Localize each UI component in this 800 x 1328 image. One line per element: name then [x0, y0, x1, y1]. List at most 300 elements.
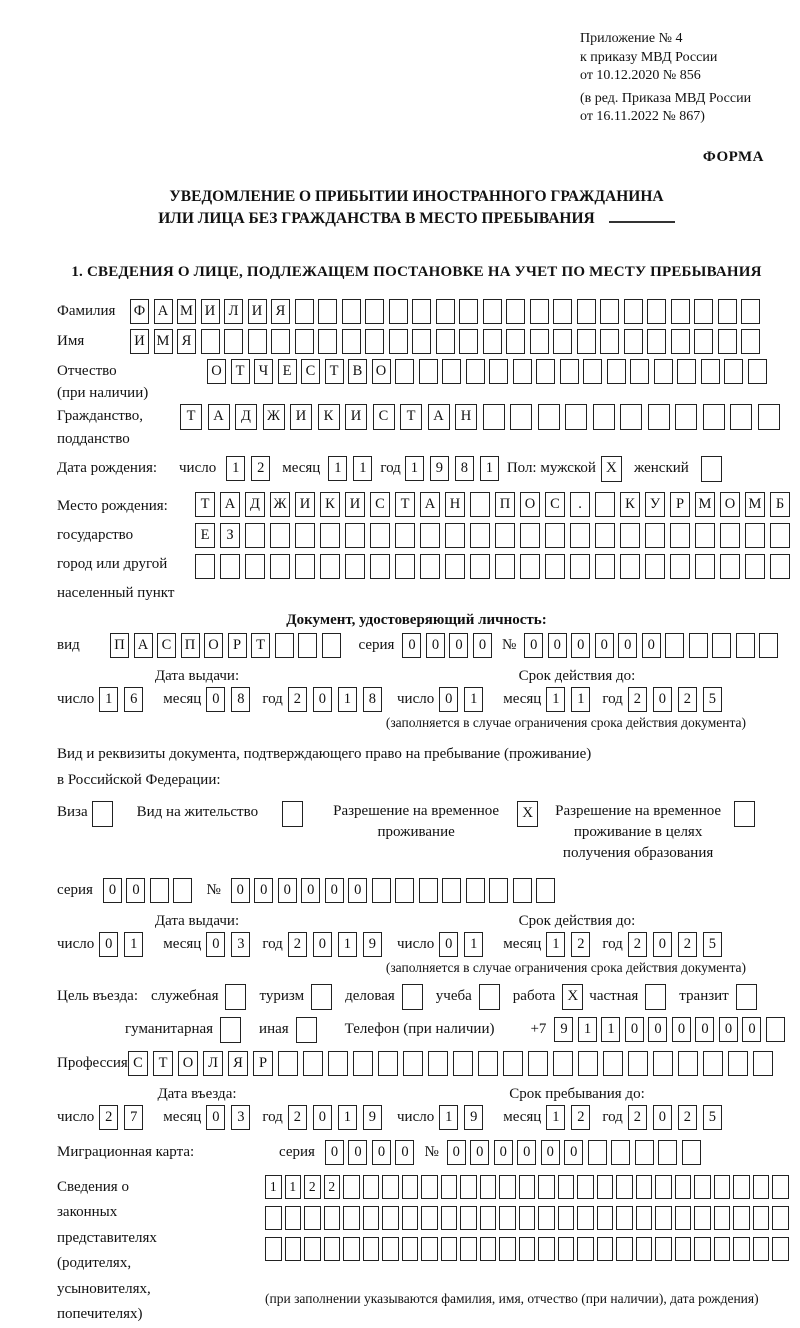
char-cell[interactable]	[714, 1237, 731, 1261]
char-cell[interactable]	[478, 1051, 498, 1076]
name-input[interactable]	[130, 329, 760, 354]
residence-permit-checkbox[interactable]	[282, 801, 303, 827]
purpose-official-checkbox[interactable]	[225, 984, 246, 1010]
char-cell[interactable]	[577, 299, 596, 324]
char-cell[interactable]	[545, 523, 565, 548]
char-cell[interactable]: 0	[372, 1140, 391, 1165]
stay-month-input[interactable]	[546, 1105, 590, 1130]
char-cell[interactable]: 5	[703, 687, 722, 712]
char-cell[interactable]: 1	[464, 932, 483, 957]
char-cell[interactable]	[382, 1175, 399, 1199]
char-cell[interactable]	[304, 1206, 321, 1230]
char-cell[interactable]	[506, 299, 525, 324]
char-cell[interactable]	[647, 329, 666, 354]
char-cell[interactable]: 0	[653, 687, 672, 712]
right-doc-issue-year[interactable]	[288, 932, 382, 957]
temp-residence-checkbox[interactable]: X	[517, 801, 538, 827]
char-cell[interactable]	[577, 1237, 594, 1261]
char-cell[interactable]	[616, 1206, 633, 1230]
id-issue-month[interactable]	[206, 687, 250, 712]
char-cell[interactable]: 1	[546, 932, 565, 957]
char-cell[interactable]	[733, 1237, 750, 1261]
char-cell[interactable]	[470, 554, 490, 579]
char-cell[interactable]	[342, 329, 361, 354]
char-cell[interactable]	[560, 359, 579, 384]
char-cell[interactable]: 2	[99, 1105, 118, 1130]
char-cell[interactable]	[545, 554, 565, 579]
birthplace-row1-input[interactable]	[195, 492, 790, 517]
char-cell[interactable]	[363, 1206, 380, 1230]
char-cell[interactable]	[577, 329, 596, 354]
char-cell[interactable]	[772, 1206, 789, 1230]
char-cell[interactable]: 9	[430, 456, 449, 481]
char-cell[interactable]: 2	[288, 932, 307, 957]
char-cell[interactable]	[460, 1175, 477, 1199]
id-issue-year[interactable]	[288, 687, 382, 712]
char-cell[interactable]	[595, 492, 615, 517]
char-cell[interactable]	[270, 554, 290, 579]
char-cell[interactable]: 9	[554, 1017, 573, 1042]
char-cell[interactable]	[220, 554, 240, 579]
char-cell[interactable]: 0	[742, 1017, 761, 1042]
char-cell[interactable]	[442, 878, 461, 903]
char-cell[interactable]	[595, 554, 615, 579]
char-cell[interactable]	[583, 359, 602, 384]
char-cell[interactable]	[766, 1017, 785, 1042]
purpose-work-checkbox[interactable]: X	[562, 984, 583, 1010]
profession-input[interactable]	[128, 1051, 773, 1076]
char-cell[interactable]: .	[570, 492, 590, 517]
char-cell[interactable]	[318, 329, 337, 354]
char-cell[interactable]	[718, 329, 737, 354]
char-cell[interactable]	[695, 554, 715, 579]
char-cell[interactable]	[343, 1206, 360, 1230]
migration-series-input[interactable]	[325, 1140, 415, 1165]
char-cell[interactable]: 8	[455, 456, 474, 481]
char-cell[interactable]	[483, 404, 505, 430]
char-cell[interactable]	[495, 523, 515, 548]
char-cell[interactable]	[412, 329, 431, 354]
char-cell[interactable]: К	[318, 404, 340, 430]
char-cell[interactable]: 0	[313, 1105, 332, 1130]
char-cell[interactable]	[536, 359, 555, 384]
char-cell[interactable]: 0	[206, 932, 225, 957]
char-cell[interactable]: М	[745, 492, 765, 517]
char-cell[interactable]	[648, 404, 670, 430]
char-cell[interactable]	[519, 1237, 536, 1261]
purpose-study-checkbox[interactable]	[479, 984, 500, 1010]
char-cell[interactable]	[712, 633, 731, 658]
char-cell[interactable]	[772, 1175, 789, 1199]
char-cell[interactable]	[733, 1175, 750, 1199]
char-cell[interactable]	[536, 878, 555, 903]
char-cell[interactable]	[694, 299, 713, 324]
char-cell[interactable]: 0	[126, 878, 145, 903]
char-cell[interactable]	[245, 523, 265, 548]
char-cell[interactable]	[753, 1206, 770, 1230]
char-cell[interactable]	[345, 523, 365, 548]
char-cell[interactable]	[675, 1237, 692, 1261]
char-cell[interactable]	[714, 1206, 731, 1230]
char-cell[interactable]	[318, 299, 337, 324]
char-cell[interactable]	[520, 523, 540, 548]
char-cell[interactable]: Ф	[130, 299, 149, 324]
char-cell[interactable]: 0	[470, 1140, 489, 1165]
char-cell[interactable]: 0	[313, 932, 332, 957]
char-cell[interactable]	[402, 1206, 419, 1230]
right-doc-until-year[interactable]	[628, 932, 722, 957]
char-cell[interactable]	[624, 299, 643, 324]
char-cell[interactable]: 2	[288, 1105, 307, 1130]
char-cell[interactable]	[420, 523, 440, 548]
char-cell[interactable]	[441, 1175, 458, 1199]
char-cell[interactable]: 0	[564, 1140, 583, 1165]
char-cell[interactable]	[714, 1175, 731, 1199]
char-cell[interactable]	[441, 1237, 458, 1261]
char-cell[interactable]: 1	[405, 456, 424, 481]
entry-day-input[interactable]	[99, 1105, 143, 1130]
id-until-month[interactable]	[546, 687, 590, 712]
char-cell[interactable]	[353, 1051, 373, 1076]
char-cell[interactable]: С	[128, 1051, 148, 1076]
char-cell[interactable]	[748, 359, 767, 384]
char-cell[interactable]: У	[645, 492, 665, 517]
char-cell[interactable]	[538, 1206, 555, 1230]
char-cell[interactable]	[630, 359, 649, 384]
char-cell[interactable]: П	[495, 492, 515, 517]
char-cell[interactable]	[278, 1051, 298, 1076]
char-cell[interactable]: 2	[628, 1105, 647, 1130]
char-cell[interactable]	[412, 299, 431, 324]
char-cell[interactable]	[436, 299, 455, 324]
sex-male-checkbox[interactable]: X	[601, 456, 622, 482]
char-cell[interactable]: 0	[719, 1017, 738, 1042]
char-cell[interactable]: 0	[402, 633, 421, 658]
char-cell[interactable]	[402, 1237, 419, 1261]
char-cell[interactable]: 0	[473, 633, 492, 658]
sex-female-checkbox[interactable]	[701, 456, 722, 482]
char-cell[interactable]: Ж	[270, 492, 290, 517]
char-cell[interactable]	[694, 329, 713, 354]
char-cell[interactable]: Я	[228, 1051, 248, 1076]
char-cell[interactable]	[295, 523, 315, 548]
char-cell[interactable]	[510, 404, 532, 430]
right-doc-until-day[interactable]	[439, 932, 483, 957]
char-cell[interactable]	[603, 1051, 623, 1076]
char-cell[interactable]: Т	[400, 404, 422, 430]
char-cell[interactable]: 1	[571, 687, 590, 712]
char-cell[interactable]: Е	[278, 359, 297, 384]
char-cell[interactable]: Т	[325, 359, 344, 384]
char-cell[interactable]: 1	[338, 932, 357, 957]
char-cell[interactable]: 0	[99, 932, 118, 957]
char-cell[interactable]	[195, 554, 215, 579]
char-cell[interactable]	[635, 1140, 654, 1165]
char-cell[interactable]	[624, 329, 643, 354]
char-cell[interactable]: О	[207, 359, 226, 384]
char-cell[interactable]	[395, 359, 414, 384]
id-until-day[interactable]	[439, 687, 483, 712]
char-cell[interactable]	[295, 329, 314, 354]
char-cell[interactable]	[588, 1140, 607, 1165]
char-cell[interactable]	[570, 554, 590, 579]
char-cell[interactable]: 2	[324, 1175, 341, 1199]
char-cell[interactable]: А	[134, 633, 153, 658]
char-cell[interactable]	[570, 523, 590, 548]
char-cell[interactable]	[460, 1237, 477, 1261]
char-cell[interactable]	[530, 299, 549, 324]
char-cell[interactable]: А	[154, 299, 173, 324]
migration-number-input[interactable]	[447, 1140, 701, 1165]
char-cell[interactable]: 2	[571, 1105, 590, 1130]
char-cell[interactable]: 1	[338, 1105, 357, 1130]
char-cell[interactable]	[695, 523, 715, 548]
surname-input[interactable]	[130, 299, 760, 324]
char-cell[interactable]: Б	[770, 492, 790, 517]
purpose-business-checkbox[interactable]	[402, 984, 423, 1010]
char-cell[interactable]	[322, 633, 341, 658]
char-cell[interactable]: 2	[288, 687, 307, 712]
char-cell[interactable]: 1	[480, 456, 499, 481]
char-cell[interactable]: И	[201, 299, 220, 324]
char-cell[interactable]: П	[181, 633, 200, 658]
char-cell[interactable]: И	[345, 404, 367, 430]
char-cell[interactable]	[620, 554, 640, 579]
char-cell[interactable]: Т	[251, 633, 270, 658]
char-cell[interactable]	[620, 404, 642, 430]
char-cell[interactable]	[701, 359, 720, 384]
char-cell[interactable]	[150, 878, 169, 903]
char-cell[interactable]: 0	[625, 1017, 644, 1042]
char-cell[interactable]	[600, 299, 619, 324]
char-cell[interactable]: 0	[449, 633, 468, 658]
char-cell[interactable]	[593, 404, 615, 430]
char-cell[interactable]	[275, 633, 294, 658]
char-cell[interactable]: 9	[363, 1105, 382, 1130]
char-cell[interactable]	[694, 1206, 711, 1230]
char-cell[interactable]: 0	[439, 687, 458, 712]
char-cell[interactable]: О	[720, 492, 740, 517]
char-cell[interactable]	[658, 1140, 677, 1165]
char-cell[interactable]	[770, 523, 790, 548]
char-cell[interactable]: 1	[546, 1105, 565, 1130]
char-cell[interactable]	[495, 554, 515, 579]
char-cell[interactable]	[628, 1051, 648, 1076]
char-cell[interactable]: Т	[395, 492, 415, 517]
char-cell[interactable]: С	[545, 492, 565, 517]
char-cell[interactable]	[530, 329, 549, 354]
char-cell[interactable]	[499, 1175, 516, 1199]
char-cell[interactable]: Я	[177, 329, 196, 354]
char-cell[interactable]: 2	[678, 687, 697, 712]
char-cell[interactable]: 0	[618, 633, 637, 658]
char-cell[interactable]: 7	[124, 1105, 143, 1130]
id-series-input[interactable]	[402, 633, 492, 658]
char-cell[interactable]	[459, 299, 478, 324]
char-cell[interactable]	[489, 878, 508, 903]
citizenship-input[interactable]	[180, 404, 780, 430]
char-cell[interactable]	[753, 1237, 770, 1261]
char-cell[interactable]	[513, 359, 532, 384]
char-cell[interactable]	[655, 1206, 672, 1230]
char-cell[interactable]: 2	[678, 932, 697, 957]
char-cell[interactable]	[600, 329, 619, 354]
char-cell[interactable]: 0	[426, 633, 445, 658]
char-cell[interactable]	[772, 1237, 789, 1261]
char-cell[interactable]	[382, 1237, 399, 1261]
char-cell[interactable]	[577, 1206, 594, 1230]
char-cell[interactable]	[558, 1206, 575, 1230]
right-doc-number-input[interactable]	[231, 878, 556, 903]
char-cell[interactable]	[470, 492, 490, 517]
legal-reps-row3-input[interactable]	[265, 1237, 789, 1261]
char-cell[interactable]	[395, 878, 414, 903]
char-cell[interactable]: 1	[99, 687, 118, 712]
char-cell[interactable]: 0	[301, 878, 320, 903]
char-cell[interactable]: Л	[203, 1051, 223, 1076]
char-cell[interactable]: М	[177, 299, 196, 324]
char-cell[interactable]	[303, 1051, 323, 1076]
purpose-private-checkbox[interactable]	[645, 984, 666, 1010]
char-cell[interactable]	[298, 633, 317, 658]
char-cell[interactable]	[597, 1206, 614, 1230]
char-cell[interactable]: 2	[678, 1105, 697, 1130]
char-cell[interactable]	[345, 554, 365, 579]
char-cell[interactable]: 0	[439, 932, 458, 957]
char-cell[interactable]	[553, 299, 572, 324]
char-cell[interactable]: А	[420, 492, 440, 517]
char-cell[interactable]	[577, 1175, 594, 1199]
char-cell[interactable]: 5	[703, 932, 722, 957]
char-cell[interactable]	[703, 1051, 723, 1076]
char-cell[interactable]	[395, 554, 415, 579]
char-cell[interactable]: С	[157, 633, 176, 658]
char-cell[interactable]	[519, 1175, 536, 1199]
char-cell[interactable]	[538, 1175, 555, 1199]
char-cell[interactable]	[378, 1051, 398, 1076]
char-cell[interactable]	[745, 554, 765, 579]
char-cell[interactable]	[304, 1237, 321, 1261]
char-cell[interactable]	[736, 633, 755, 658]
char-cell[interactable]: 0	[595, 633, 614, 658]
char-cell[interactable]: Н	[445, 492, 465, 517]
patronymic-input[interactable]	[207, 359, 767, 384]
char-cell[interactable]	[389, 299, 408, 324]
char-cell[interactable]: В	[348, 359, 367, 384]
char-cell[interactable]	[653, 1051, 673, 1076]
char-cell[interactable]	[245, 554, 265, 579]
char-cell[interactable]	[513, 878, 532, 903]
char-cell[interactable]: 1	[464, 687, 483, 712]
char-cell[interactable]: 0	[524, 633, 543, 658]
char-cell[interactable]	[616, 1175, 633, 1199]
char-cell[interactable]	[224, 329, 243, 354]
char-cell[interactable]	[665, 633, 684, 658]
char-cell[interactable]: 0	[642, 633, 661, 658]
char-cell[interactable]: 1	[353, 456, 372, 481]
char-cell[interactable]: И	[130, 329, 149, 354]
char-cell[interactable]: 0	[348, 1140, 367, 1165]
char-cell[interactable]: 1	[338, 687, 357, 712]
char-cell[interactable]: О	[372, 359, 391, 384]
char-cell[interactable]	[607, 359, 626, 384]
char-cell[interactable]: 0	[325, 878, 344, 903]
char-cell[interactable]	[745, 523, 765, 548]
char-cell[interactable]	[675, 1206, 692, 1230]
char-cell[interactable]: Т	[153, 1051, 173, 1076]
char-cell[interactable]	[428, 1051, 448, 1076]
char-cell[interactable]: 6	[124, 687, 143, 712]
char-cell[interactable]: 1	[226, 456, 245, 481]
char-cell[interactable]	[519, 1206, 536, 1230]
char-cell[interactable]: 0	[278, 878, 297, 903]
char-cell[interactable]	[480, 1206, 497, 1230]
char-cell[interactable]	[694, 1237, 711, 1261]
char-cell[interactable]: О	[178, 1051, 198, 1076]
char-cell[interactable]	[342, 299, 361, 324]
char-cell[interactable]: 8	[231, 687, 250, 712]
char-cell[interactable]: 2	[628, 932, 647, 957]
char-cell[interactable]	[565, 404, 587, 430]
char-cell[interactable]	[419, 359, 438, 384]
char-cell[interactable]: З	[220, 523, 240, 548]
char-cell[interactable]	[520, 554, 540, 579]
char-cell[interactable]: Р	[670, 492, 690, 517]
char-cell[interactable]	[499, 1206, 516, 1230]
char-cell[interactable]	[363, 1237, 380, 1261]
char-cell[interactable]: С	[301, 359, 320, 384]
char-cell[interactable]: 0	[348, 878, 367, 903]
char-cell[interactable]: 0	[447, 1140, 466, 1165]
char-cell[interactable]	[460, 1206, 477, 1230]
char-cell[interactable]: 0	[648, 1017, 667, 1042]
phone-input[interactable]	[554, 1017, 785, 1042]
char-cell[interactable]	[295, 554, 315, 579]
char-cell[interactable]: Я	[271, 299, 290, 324]
char-cell[interactable]: И	[345, 492, 365, 517]
char-cell[interactable]	[677, 359, 696, 384]
char-cell[interactable]	[654, 359, 673, 384]
char-cell[interactable]	[265, 1237, 282, 1261]
char-cell[interactable]	[421, 1206, 438, 1230]
char-cell[interactable]	[436, 329, 455, 354]
char-cell[interactable]	[753, 1175, 770, 1199]
char-cell[interactable]	[324, 1237, 341, 1261]
char-cell[interactable]: 5	[703, 1105, 722, 1130]
char-cell[interactable]	[320, 523, 340, 548]
birth-month-input[interactable]	[328, 456, 372, 481]
char-cell[interactable]	[370, 523, 390, 548]
birthplace-row3-input[interactable]	[195, 554, 790, 579]
char-cell[interactable]	[636, 1175, 653, 1199]
char-cell[interactable]: А	[428, 404, 450, 430]
char-cell[interactable]	[445, 523, 465, 548]
char-cell[interactable]: Т	[180, 404, 202, 430]
char-cell[interactable]: И	[295, 492, 315, 517]
legal-reps-row2-input[interactable]	[265, 1206, 789, 1230]
char-cell[interactable]: 0	[206, 1105, 225, 1130]
char-cell[interactable]	[285, 1237, 302, 1261]
char-cell[interactable]	[553, 329, 572, 354]
char-cell[interactable]	[597, 1237, 614, 1261]
char-cell[interactable]: 1	[601, 1017, 620, 1042]
id-issue-day[interactable]	[99, 687, 143, 712]
char-cell[interactable]	[421, 1175, 438, 1199]
char-cell[interactable]	[320, 554, 340, 579]
char-cell[interactable]	[343, 1175, 360, 1199]
char-cell[interactable]: Ж	[263, 404, 285, 430]
char-cell[interactable]: 1	[265, 1175, 282, 1199]
